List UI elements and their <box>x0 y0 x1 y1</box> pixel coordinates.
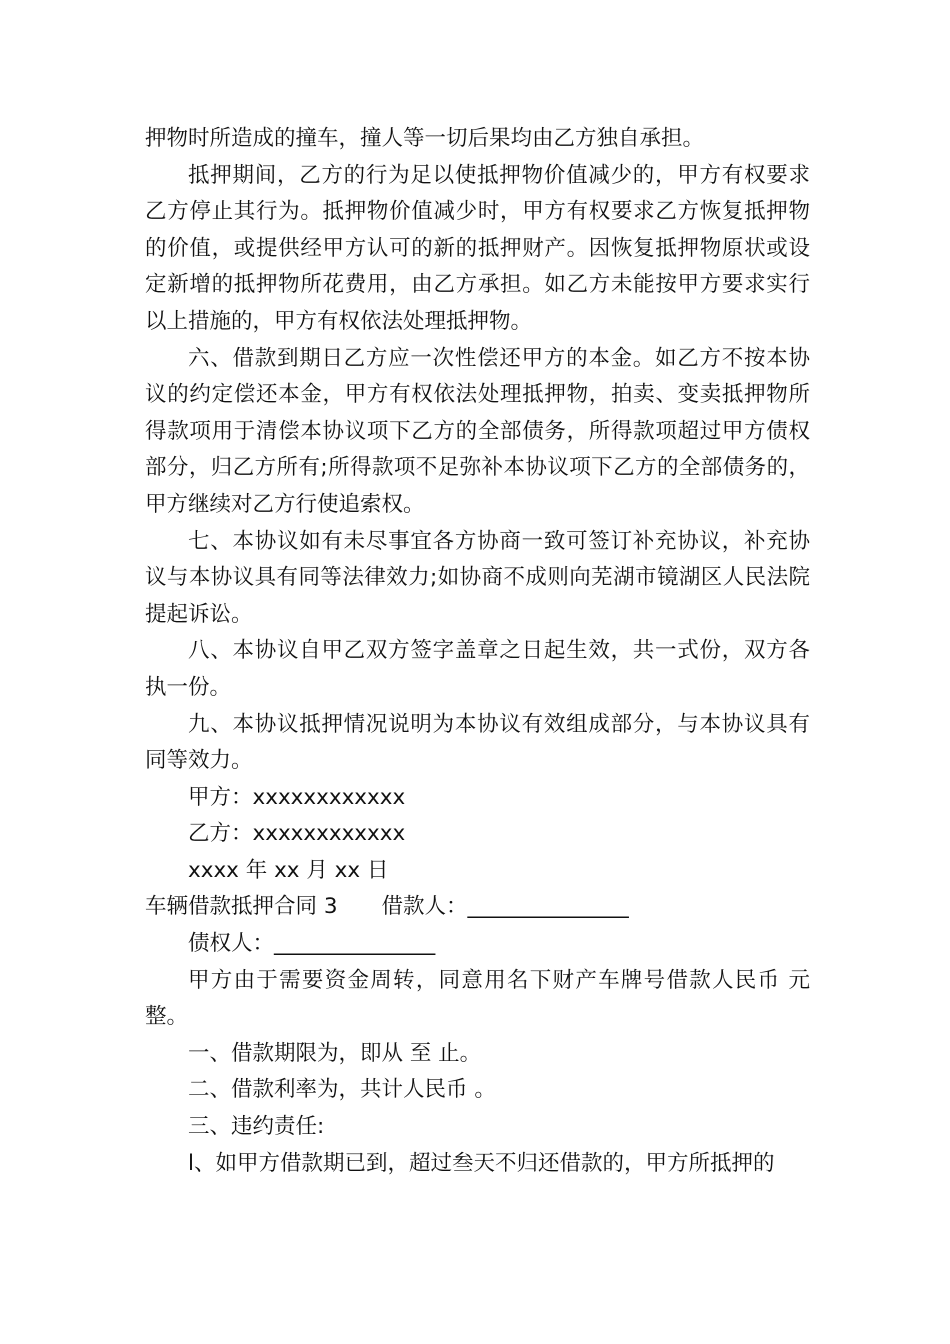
loan-purpose-paragraph: 甲方由于需要资金周转，同意用名下财产车牌号借款人民币 元整。 <box>145 967 810 1030</box>
paragraph-continued: 押物时所造成的撞车，撞人等一切后果均由乙方独自承担。 <box>145 126 705 151</box>
clause-breach-item-1: l、如甲方借款期已到，超过叁天不归还借款的，甲方所抵押的 <box>188 1150 775 1176</box>
clause-eight: 八、本协议自甲乙双方签字盖章之日起生效，共一式份，双方各执一份。 <box>145 638 810 700</box>
section-title: 车辆借款抵押合同 3 <box>145 894 338 920</box>
clause-nine: 九、本协议抵押情况说明为本协议有效组成部分，与本协议具有同等效力。 <box>145 711 810 774</box>
document-body <box>145 121 810 1182</box>
party-b-line: 乙方：xxxxxxxxxxxx <box>188 821 406 847</box>
clause-interest-rate: 二、借款利率为，共计人民币 。 <box>188 1077 496 1103</box>
borrower-line: 借款人：_______________ <box>381 894 629 920</box>
contract-heading-line <box>145 889 810 926</box>
clause-seven: 七、本协议如有未尽事宜各方协商一致可签订补充协议，补充协议与本协议具有同等法律效力;如协商不成则向芜湖市镜湖区人民法院提起诉讼。 <box>145 528 810 627</box>
party-a-line: 甲方：xxxxxxxxxxxx <box>188 784 406 810</box>
clause-loan-term: 一、借款期限为，即从 至 止。 <box>188 1040 482 1066</box>
creditor-line: 债权人：_______________ <box>188 931 436 957</box>
clause-six: 六、借款到期日乙方应一次性偿还甲方的本金。如乙方不按本协议的约定偿还本金，甲方有权依法处理抵押物，拍卖、变卖抵押物所得款项用于清偿本协议项下乙方的全部债务，所得款项超过甲方债权部分，归乙方所有;所得款项不足弥补本协议项下乙方的全部债务的，甲方继续对乙方行使追索权。 <box>145 345 810 517</box>
paragraph-mortgage-period: 抵押期间，乙方的行为足以使抵押物价值减少的，甲方有权要求乙方停止其行为。抵押物价值减少时，甲方有权要求乙方恢复抵押物的价值，或提供经甲方认可的新的抵押财产。因恢复抵押物原状或设定新增的抵押物所花费用，由乙方承担。如乙方未能按甲方要求实行以上措施的，甲方有权依法处理抵押物。 <box>145 162 810 334</box>
date-line: xxxx 年 xx 月 xx 日 <box>188 857 389 883</box>
clause-breach: 三、违约责任: <box>188 1114 325 1140</box>
